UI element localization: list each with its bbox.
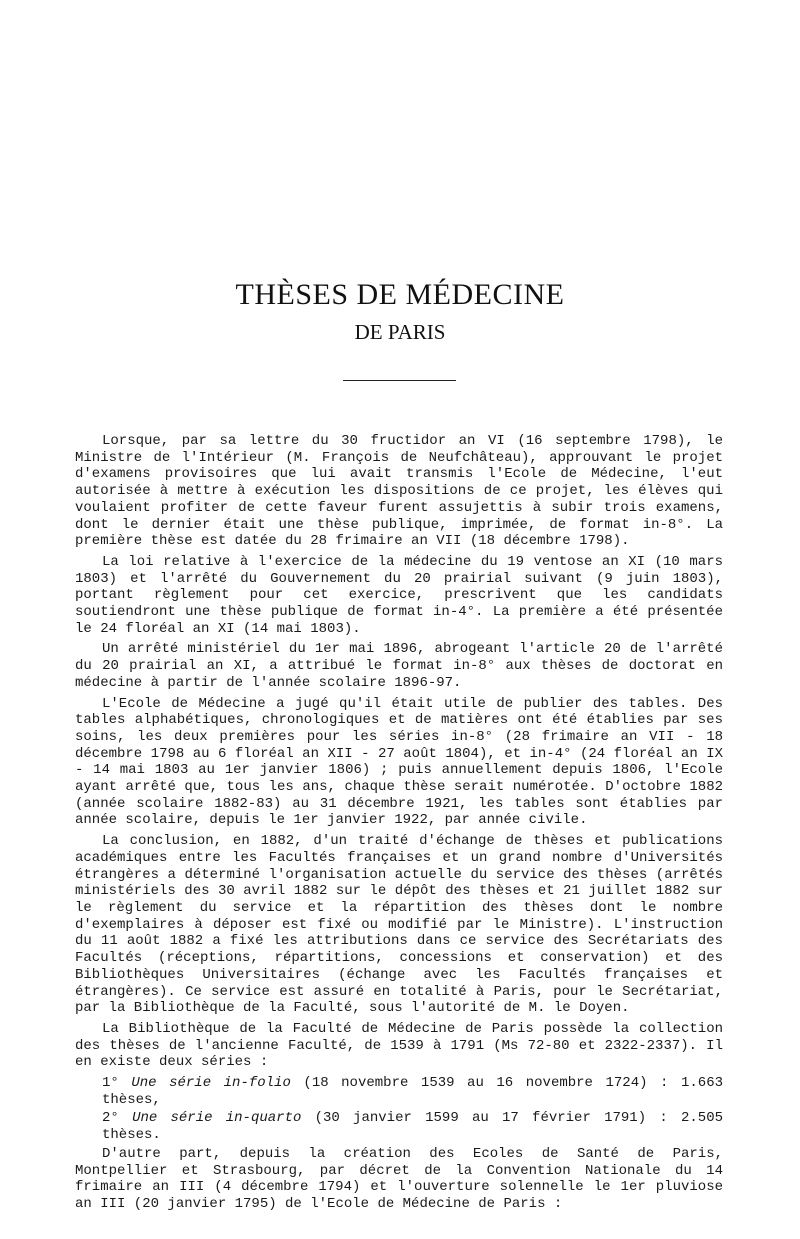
body-text — [75, 433, 723, 1217]
paragraph: La conclusion, en 1882, d'un traité d'échange de thèses et publications académiques entre les Facultés françaises et un grand nombre d'Universités étrangères a déterminé l'organisation actuelle du service des thèses (arrêtés ministériels des 30 avril 1882 sur le dépôt des thèses et 21 juillet 1882 sur le règlement du service et la répartition des thèses dont le nombre d'exemplaires à déposer est fixé ou modifié par le Ministre). L'instruction du 11 août 1882 a fixé les attributions dans ce service des Secrétariats des Facultés (réceptions, répartitions, concessions et conservation) et des Bibliothèques Universitaires (échange avec les Facultés françaises et étrangères). Ce service est assuré en totalité à Paris, pour le Secrétariat, par la Bibliothèque de la Faculté, sous l'autorité de M. le Doyen. — [75, 833, 723, 1017]
list-item-number: 2° — [102, 1110, 119, 1127]
paragraph: La Bibliothèque de la Faculté de Médecine de Paris possède la collection des thèses de l'ancienne Faculté, de 1539 à 1791 (Ms 72-80 et 2322-2337). Il en existe deux séries : — [75, 1020, 723, 1071]
list-item — [75, 1075, 723, 1108]
paragraph: Lorsque, par sa lettre du 30 fructidor an VI (16 septembre 1798), le Ministre de l'Intérieur (M. François de Neufchâteau), approuvant le projet d'examens provisoires que lui avait transmis l'Ecole de Médecine, l'eut autorisée à mettre à exécution les dispositions de ce projet, les élèves qui voulaient profiter de cette faveur furent assujettis à subir trois examens, dont le dernier était une thèse publique, imprimée, de format in-8°. La première thèse est datée du 28 frimaire an VII (18 décembre 1798). — [75, 433, 723, 550]
list-item-text: (30 janvier 1599 au 17 février 1791) : 2.505 thèses. — [102, 1110, 723, 1144]
title-divider — [343, 380, 456, 381]
page-title: THÈSES DE MÉDECINE — [235, 278, 565, 311]
paragraph: D'autre part, depuis la création des Ecoles de Santé de Paris, Montpellier et Strasbourg, par décret de la Convention Nationale du 14 frimaire an III (4 décembre 1794) et l'ouverture solennelle le 1er pluviose an III (20 janvier 1795) de l'Ecole de Médecine de Paris : — [75, 1145, 723, 1212]
list-item-text: (18 novembre 1539 au 16 novembre 1724) : 1.663 thèses, — [102, 1075, 723, 1108]
paragraph: Un arrêté ministériel du 1er mai 1896, abrogeant l'article 20 de l'arrêté du 20 prairial an XI, a attribué le format in-8° aux thèses de doctorat en médecine à partir de l'année scolaire 1896-97. — [75, 641, 723, 691]
page-subtitle: DE PARIS — [354, 320, 446, 344]
paragraph: L'Ecole de Médecine a jugé qu'il était utile de publier des tables. Des tables alphabétiques, chronologiques et de matières ont été établies par ses soins, les deux premières pour les séries in-8° (28 frimaire an VII - 18 décembre 1798 au 6 floréal an XII - 27 août 1804), et in-4° (24 floréal an IX - 14 mai 1803 au 1er janvier 1806) ; puis annuellement depuis 1806, l'Ecole ayant arrêté que, tous les ans, chaque thèse serait numérotée. D'octobre 1882 (année scolaire 1882-83) au 31 décembre 1921, les tables sont établies par année scolaire, depuis le 1er janvier 1922, par année civile. — [75, 695, 723, 829]
list-item-label: Une série in-folio — [131, 1075, 291, 1092]
list-item — [75, 1110, 723, 1143]
paragraph: La loi relative à l'exercice de la médecine du 19 ventose an XI (10 mars 1803) et l'arrêté du Gouvernement du 20 prairial suivant (9 juin 1803), portant règlement pour cet exercice, prescrivent que les candidats soutiendront une thèse publique de format in-4°. La première a été présentée le 24 floréal an XI (14 mai 1803). — [75, 553, 723, 637]
list-item-number: 1° — [102, 1075, 119, 1092]
list-item-label: Une série in-quarto — [132, 1110, 302, 1127]
